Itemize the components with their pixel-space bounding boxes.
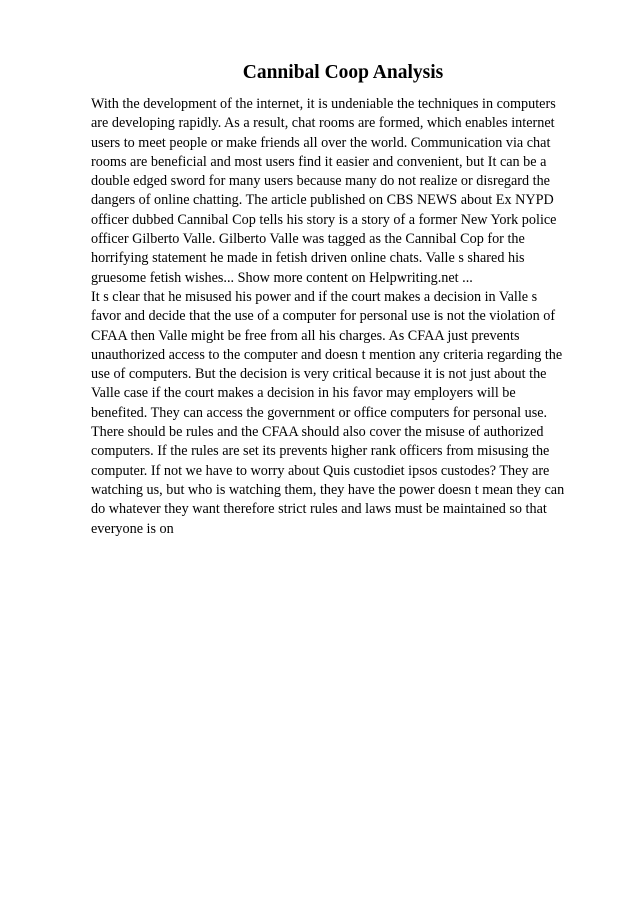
body-line: CFAA then Valle might be free from all his charges. As CFAA just prevents — [91, 327, 520, 344]
body-line: dangers of online chatting. The article published on CBS NEWS about Ex NYPD — [91, 192, 554, 209]
body-line: unauthorized access to the computer and doesn t mention any criteria regarding the — [91, 346, 563, 363]
body-line: With the development of the internet, it is undeniable the techniques in computers — [91, 96, 556, 112]
body-line: gruesome fetish wishes... Show more content on Helpwriting.net ... — [91, 269, 473, 286]
body-line: watching us, but who is watching them, they have the power doesn t mean they can — [91, 481, 565, 498]
body-line: rooms are beneficial and most users find it easier and convenient, but It can be a — [91, 153, 547, 170]
body-line: double edged sword for many users because many do not realize or disregard the — [91, 173, 550, 190]
body-line: use of computers. But the decision is very critical because it is not just about the — [91, 366, 547, 383]
body-line: officer dubbed Cannibal Cop tells his story is a story of a former New York police — [91, 211, 557, 228]
body-line: There should be rules and the CFAA should also cover the misuse of authorized — [91, 424, 544, 441]
body-line: It s clear that he misused his power and if the court makes a decision in Valle s — [91, 288, 538, 305]
body-line: do whatever they want therefore strict rules and laws must be maintained so that — [91, 501, 547, 518]
body-line: favor and decide that the use of a computer for personal use is not the violation of — [91, 308, 556, 325]
body-line: benefited. They can access the government or office computers for personal use. — [91, 404, 548, 421]
document-body — [91, 95, 591, 539]
body-line: users to meet people or make friends all over the world. Communication via chat — [91, 134, 551, 151]
body-line: officer Gilberto Valle. Gilberto Valle was tagged as the Cannibal Cop for the — [91, 231, 525, 248]
body-line: are developing rapidly. As a result, chat rooms are formed, which enables internet — [91, 115, 555, 132]
document-title: Cannibal Coop Analysis — [242, 62, 444, 83]
body-line: computers. If the rules are set its prevents higher rank officers from misusing the — [91, 443, 550, 460]
body-line: computer. If not we have to worry about Quis custodiet ipsos custodes? They are — [91, 462, 550, 479]
body-line: everyone is on — [91, 520, 174, 537]
body-line: horrifying statement he made in fetish driven online chats. Valle s shared his — [91, 250, 525, 267]
body-line: Valle case if the court makes a decision in his favor may employers will be — [91, 385, 516, 402]
